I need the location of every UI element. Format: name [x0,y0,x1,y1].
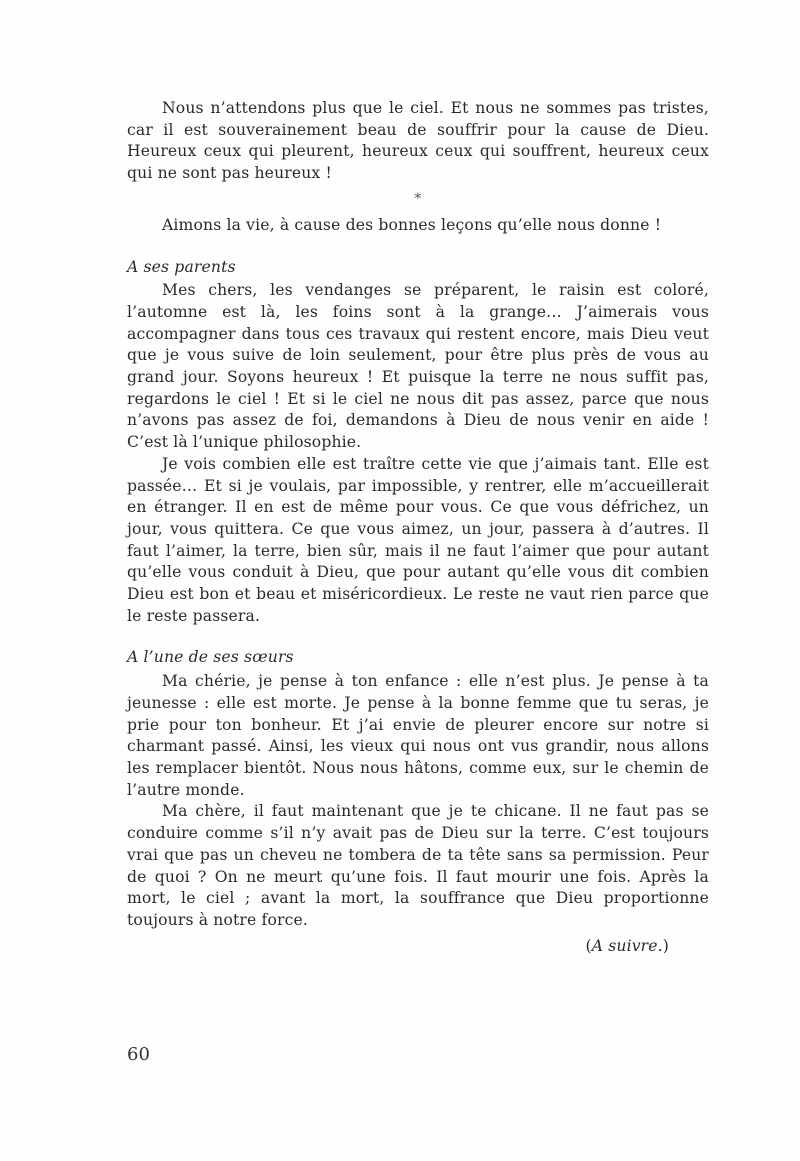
page-body [127,98,709,957]
letter-sister-paragraph-1: Ma chérie, je pense à ton enfance : elle n’est plus. Je pense à ta jeunesse : elle est morte. Je pense à la bonne femme que tu seras, je prie pour ton bonheur. Et j’ai envie de pleurer encore sur notre si charmant passé. Ainsi, les vieux qui nous ont vus grandir, nous allons les remplacer bientôt. Nous nous hâtons, comme eux, sur le chemin de l’autre monde. [127,672,709,799]
letter-parents-paragraph-1: Mes chers, les vendanges se préparent, le raisin est coloré, l’automne est là, les foins sont à la grange… J’aimerais vous accompagner dans tous ces travaux qui restent encore, mais Dieu veut que je vous suive de loin seulement, pour être plus près de vous au grand jour. Soyons heureux ! Et puisque la terre ne nous suffit pas, regardons le ciel ! Et si le ciel ne nous dit pas assez, parce que nous n’avons pas assez de foi, demandons à Dieu de nous venir en aide ! C’est là l’unique philosophie. [127,281,709,452]
letter-sister-paragraph-2: Ma chère, il faut maintenant que je te chicane. Il ne faut pas se conduire comme s’il n’y avait pas de Dieu sur la terre. C’est toujours vrai que pas un cheveu ne tombera de ta tête sans sa permission. Peur de quoi ? On ne meurt qu’une fois. Il faut mourir une fois. Après la mort, le ciel ; avant la mort, la souffrance que Dieu proportionne toujours à notre force. [127,802,709,929]
letter-heading-parents: A ses parents [127,257,236,276]
to-be-continued-open: ( [585,936,592,955]
letter-parents-paragraph-2: Je vois combien elle est traître cette vie que j’aimais tant. Elle est passée… Et si je voulais, par impossible, y rentrer, elle m’accueillerait en étranger. Il en est de même pour vous. Ce que vous défrichez, un jour, vous quittera. Ce que vous aimez, un jour, passera à d’autres. Il faut l’aimer, la terre, bien sûr, mais il ne faut l’aimer que pour autant qu’elle vous conduit à Dieu, que pour autant qu’elle vous dit combien Dieu est bon et beau et miséricordieux. Le reste ne vaut rien parce que le reste passera. [127,454,709,625]
page-number: 60 [127,1044,150,1065]
intro-paragraph: Nous n’attendons plus que le ciel. Et nous ne sommes pas tristes, car il est souverainement beau de souffrir pour la cause de Dieu. Heureux ceux qui pleurent, heureux ceux qui souffrent, heureux ceux qui ne sont pas heureux ! [127,99,709,183]
to-be-continued-close: ) [662,936,669,955]
to-be-continued [127,936,709,958]
letter-heading-sister: A l’une de ses sœurs [127,648,294,667]
to-be-continued-label: A suivre. [591,936,663,955]
aphorism: Aimons la vie, à cause des bonnes leçons qu’elle nous donne ! [162,215,662,234]
section-separator: * [414,190,422,207]
